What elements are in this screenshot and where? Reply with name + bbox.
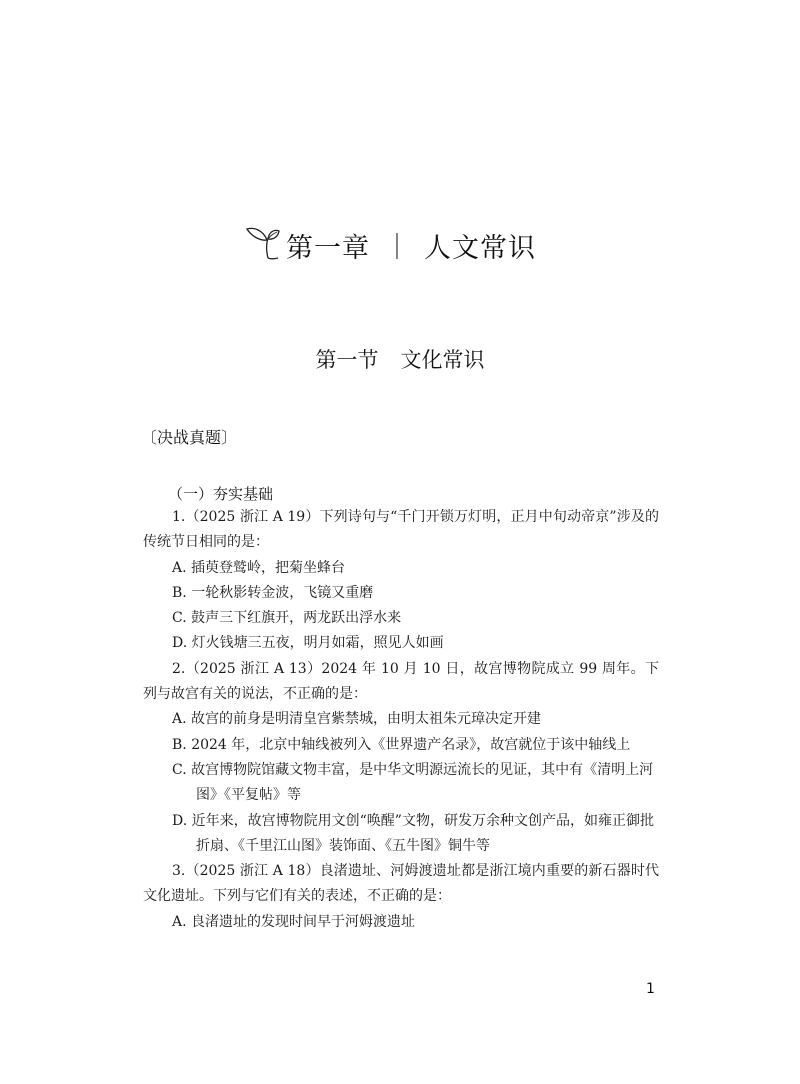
section-name: 文化常识	[400, 348, 485, 372]
chapter-number: 第一章	[285, 233, 370, 264]
chapter-separator: ｜	[383, 233, 410, 263]
question-stem: 3.（2025 浙江 A 18）良渚遗址、河姆渡遗址都是浙江境内重要的新石器时代文化遗址。下列与它们有关的表述，不正确的是：	[143, 863, 659, 905]
question-option: A. 良渚遗址的发现时间早于河姆渡遗址	[172, 913, 416, 930]
question-option: B. 2024 年，北京中轴线被列入《世界遗产名录》，故宫就位于该中轴线上	[172, 736, 631, 753]
question-list	[143, 505, 659, 935]
question-stem: 1.（2025 浙江 A 19）下列诗句与“千门开锁万灯明，正月中旬动帝京”涉及的传统节日相同的是：	[143, 509, 659, 551]
sub-heading: （一）夯实基础	[168, 485, 274, 503]
question-option: C. 故宫博物院馆藏文物丰富，是中华文明源远流长的见证，其中有《清明上河图》《平复帖》等	[172, 761, 654, 804]
chapter-heading	[0, 226, 800, 265]
bracket-heading: 〔决战真题〕	[141, 428, 238, 447]
chapter-subject: 人文常识	[424, 233, 536, 264]
question-option: A. 插萸登鹫岭，把菊坐蜂台	[172, 559, 346, 576]
question-option: A. 故宫的前身是明清皇宫紫禁城，由明太祖朱元璋决定开建	[172, 711, 542, 728]
page-number: 1	[646, 981, 655, 997]
section-title	[0, 344, 800, 374]
question-option: D. 近年来，故宫博物院用文创“唤醒”文物，研发万余种文创产品，如雍正御批折扇、《千里江山图》装饰面、《五牛图》铜牛等	[172, 812, 654, 854]
question-option: C. 鼓声三下红旗开，两龙跃出浮水来	[172, 610, 402, 627]
sprout-icon	[244, 224, 284, 262]
section-number: 第一节	[315, 348, 379, 372]
question-stem: 2.（2025 浙江 A 13）2024 年 10 月 10 日，故宫博物院成立 99 周年。下列与故宫有关的说法，不正确的是：	[143, 660, 659, 703]
question-option: D. 灯火钱塘三五夜，明月如霜，照见人如画	[172, 635, 444, 652]
question-option: B. 一轮秋影转金波，飞镜又重磨	[172, 584, 374, 601]
